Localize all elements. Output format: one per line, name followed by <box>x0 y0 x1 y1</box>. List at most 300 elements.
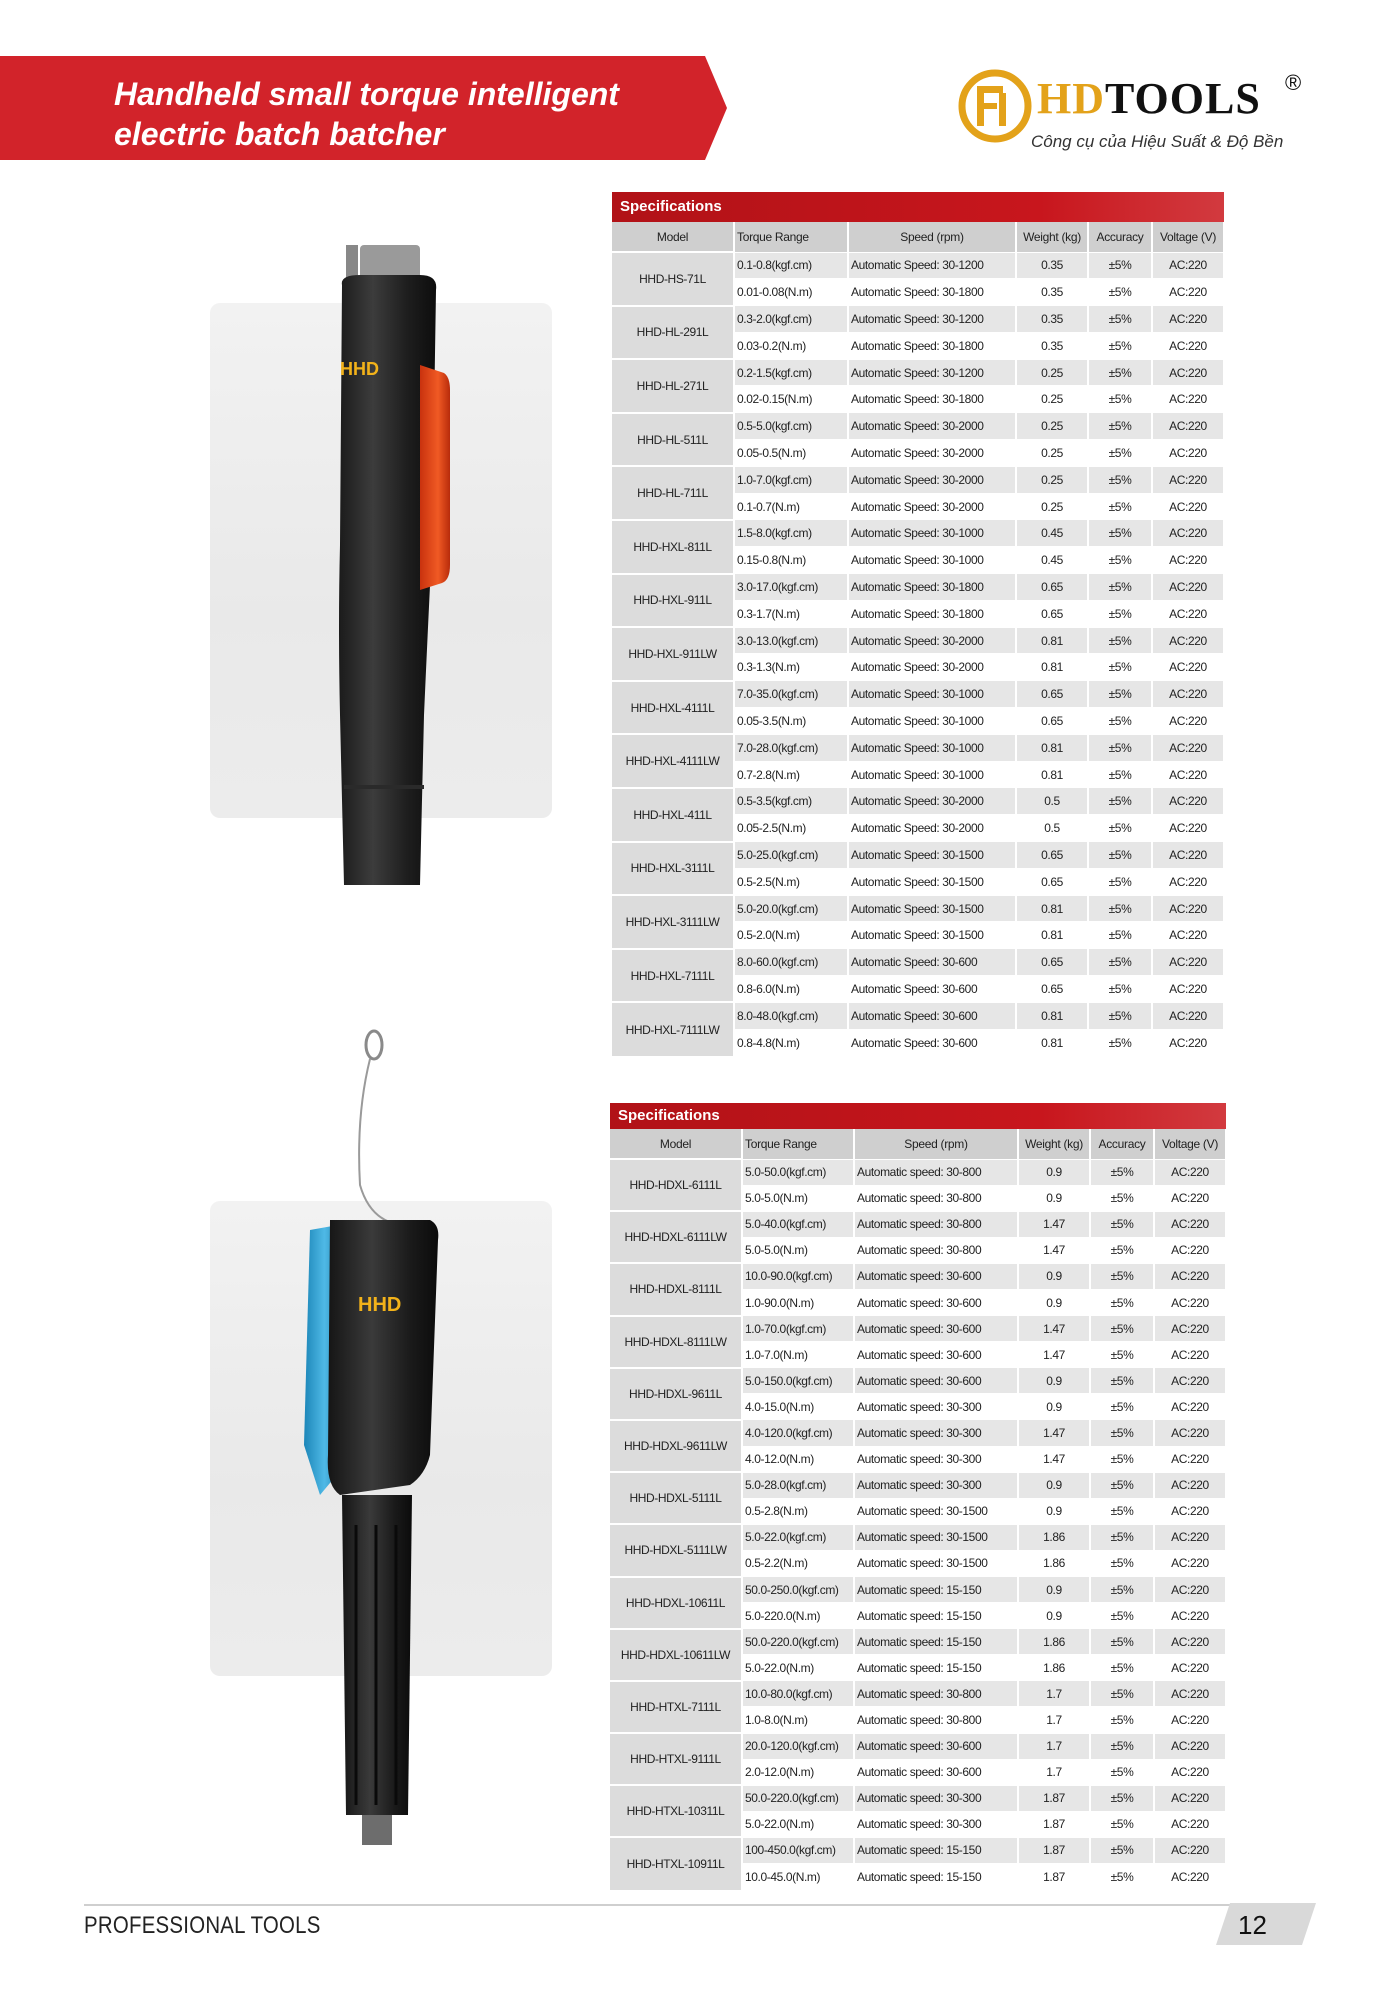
accuracy-cell: ±5% <box>1090 1446 1154 1472</box>
model-cell: HHD-HL-711L <box>612 466 734 520</box>
accuracy-cell: ±5% <box>1088 788 1152 815</box>
model-cell: HHD-HXL-411L <box>612 788 734 842</box>
table-row <box>612 895 1224 922</box>
accuracy-cell: ±5% <box>1088 547 1152 574</box>
voltage-cell: AC:220 <box>1154 1785 1226 1811</box>
accuracy-cell: ±5% <box>1088 574 1152 601</box>
torque-range-cell: 0.8-6.0(N.m) <box>734 976 848 1003</box>
accuracy-cell: ±5% <box>1088 493 1152 520</box>
torque-range-cell: 3.0-17.0(kgf.cm) <box>734 574 848 601</box>
weight-cell: 0.65 <box>1016 574 1088 601</box>
accuracy-cell: ±5% <box>1088 842 1152 869</box>
tool1-brand-label: HHD <box>340 359 379 379</box>
voltage-cell: AC:220 <box>1152 895 1224 922</box>
torque-range-cell: 1.0-70.0(kgf.cm) <box>742 1316 854 1342</box>
voltage-cell: AC:220 <box>1152 493 1224 520</box>
table-row <box>612 788 1224 815</box>
torque-range-cell: 50.0-250.0(kgf.cm) <box>742 1577 854 1603</box>
model-cell: HHD-HDXL-5111LW <box>610 1524 742 1576</box>
speed-cell: Automatic Speed: 30-2000 <box>848 627 1016 654</box>
speed-cell: Automatic Speed: 30-1000 <box>848 734 1016 761</box>
weight-cell: 0.25 <box>1016 386 1088 413</box>
voltage-cell: AC:220 <box>1154 1837 1226 1863</box>
weight-cell: 0.45 <box>1016 520 1088 547</box>
accuracy-cell: ±5% <box>1088 332 1152 359</box>
speed-cell: Automatic speed: 30-300 <box>854 1420 1018 1446</box>
voltage-cell: AC:220 <box>1152 547 1224 574</box>
voltage-cell: AC:220 <box>1154 1472 1226 1498</box>
column-header-speed: Speed (rpm) <box>854 1129 1018 1159</box>
weight-cell: 0.5 <box>1016 815 1088 842</box>
torque-range-cell: 0.15-0.8(N.m) <box>734 547 848 574</box>
specifications-table-2 <box>610 1103 1226 1890</box>
accuracy-cell: ±5% <box>1088 1029 1152 1056</box>
weight-cell: 0.9 <box>1018 1603 1090 1629</box>
model-cell: HHD-HXL-7111L <box>612 949 734 1003</box>
model-cell: HHD-HXL-811L <box>612 520 734 574</box>
voltage-cell: AC:220 <box>1152 252 1224 279</box>
page-number: 12 <box>1238 1910 1267 1940</box>
model-cell: HHD-HS-71L <box>612 252 734 306</box>
accuracy-cell: ±5% <box>1090 1550 1154 1576</box>
torque-range-cell: 0.5-2.2(N.m) <box>742 1550 854 1576</box>
torque-range-cell: 5.0-5.0(N.m) <box>742 1185 854 1211</box>
torque-range-cell: 0.3-1.3(N.m) <box>734 654 848 681</box>
weight-cell: 1.47 <box>1018 1211 1090 1237</box>
voltage-cell: AC:220 <box>1152 600 1224 627</box>
voltage-cell: AC:220 <box>1154 1681 1226 1707</box>
torque-range-cell: 0.2-1.5(kgf.cm) <box>734 359 848 386</box>
weight-cell: 1.7 <box>1018 1733 1090 1759</box>
speed-cell: Automatic Speed: 30-2000 <box>848 413 1016 440</box>
speed-cell: Automatic speed: 15-150 <box>854 1655 1018 1681</box>
accuracy-cell: ±5% <box>1088 627 1152 654</box>
column-header-accuracy: Accuracy <box>1090 1129 1154 1159</box>
torque-range-cell: 5.0-50.0(kgf.cm) <box>742 1159 854 1185</box>
torque-range-cell: 0.7-2.8(N.m) <box>734 761 848 788</box>
voltage-cell: AC:220 <box>1154 1550 1226 1576</box>
speed-cell: Automatic Speed: 30-1200 <box>848 252 1016 279</box>
torque-range-cell: 5.0-22.0(N.m) <box>742 1655 854 1681</box>
accuracy-cell: ±5% <box>1090 1420 1154 1446</box>
voltage-cell: AC:220 <box>1154 1289 1226 1315</box>
specifications-table-2-title: Specifications <box>610 1103 1226 1129</box>
weight-cell: 0.81 <box>1016 761 1088 788</box>
voltage-cell: AC:220 <box>1152 332 1224 359</box>
speed-cell: Automatic speed: 30-800 <box>854 1159 1018 1185</box>
table-row <box>612 252 1224 279</box>
accuracy-cell: ±5% <box>1090 1681 1154 1707</box>
torque-range-cell: 7.0-28.0(kgf.cm) <box>734 734 848 761</box>
torque-range-cell: 10.0-90.0(kgf.cm) <box>742 1263 854 1289</box>
torque-range-cell: 1.5-8.0(kgf.cm) <box>734 520 848 547</box>
voltage-cell: AC:220 <box>1152 440 1224 467</box>
weight-cell: 1.47 <box>1018 1420 1090 1446</box>
weight-cell: 0.5 <box>1016 788 1088 815</box>
accuracy-cell: ±5% <box>1088 440 1152 467</box>
torque-range-cell: 1.0-7.0(kgf.cm) <box>734 466 848 493</box>
accuracy-cell: ±5% <box>1088 252 1152 279</box>
weight-cell: 0.81 <box>1016 734 1088 761</box>
voltage-cell: AC:220 <box>1152 708 1224 735</box>
torque-range-cell: 5.0-25.0(kgf.cm) <box>734 842 848 869</box>
torque-range-cell: 5.0-20.0(kgf.cm) <box>734 895 848 922</box>
table-row <box>612 842 1224 869</box>
weight-cell: 0.25 <box>1016 413 1088 440</box>
accuracy-cell: ±5% <box>1088 600 1152 627</box>
accuracy-cell: ±5% <box>1090 1603 1154 1629</box>
torque-range-cell: 10.0-45.0(N.m) <box>742 1864 854 1890</box>
model-cell: HHD-HDXL-8111L <box>610 1263 742 1315</box>
accuracy-cell: ±5% <box>1088 520 1152 547</box>
table-row <box>610 1211 1226 1237</box>
voltage-cell: AC:220 <box>1152 788 1224 815</box>
table-1-header-row <box>612 222 1224 252</box>
speed-cell: Automatic speed: 30-800 <box>854 1681 1018 1707</box>
model-cell: HHD-HDXL-10611LW <box>610 1629 742 1681</box>
accuracy-cell: ±5% <box>1090 1785 1154 1811</box>
accuracy-cell: ±5% <box>1088 654 1152 681</box>
voltage-cell: AC:220 <box>1154 1603 1226 1629</box>
voltage-cell: AC:220 <box>1152 734 1224 761</box>
accuracy-cell: ±5% <box>1090 1237 1154 1263</box>
accuracy-cell: ±5% <box>1090 1498 1154 1524</box>
column-header-model: Model <box>612 222 734 252</box>
accuracy-cell: ±5% <box>1090 1524 1154 1550</box>
voltage-cell: AC:220 <box>1152 627 1224 654</box>
model-cell: HHD-HXL-911LW <box>612 627 734 681</box>
speed-cell: Automatic Speed: 30-1200 <box>848 359 1016 386</box>
hd-logo-mark-icon <box>955 66 1035 146</box>
brand-name-hd: HD <box>1037 74 1105 123</box>
speed-cell: Automatic speed: 30-600 <box>854 1316 1018 1342</box>
weight-cell: 0.9 <box>1018 1368 1090 1394</box>
accuracy-cell: ±5% <box>1090 1342 1154 1368</box>
speed-cell: Automatic Speed: 30-2000 <box>848 654 1016 681</box>
accuracy-cell: ±5% <box>1088 922 1152 949</box>
weight-cell: 1.86 <box>1018 1655 1090 1681</box>
torque-range-cell: 8.0-60.0(kgf.cm) <box>734 949 848 976</box>
model-cell: HHD-HXL-3111L <box>612 842 734 896</box>
voltage-cell: AC:220 <box>1152 761 1224 788</box>
accuracy-cell: ±5% <box>1088 681 1152 708</box>
table-row <box>610 1263 1226 1289</box>
weight-cell: 1.47 <box>1018 1446 1090 1472</box>
accuracy-cell: ±5% <box>1088 734 1152 761</box>
torque-range-cell: 0.05-2.5(N.m) <box>734 815 848 842</box>
model-cell: HHD-HL-291L <box>612 306 734 360</box>
model-cell: HHD-HDXL-10611L <box>610 1577 742 1629</box>
speed-cell: Automatic Speed: 30-1000 <box>848 547 1016 574</box>
torque-range-cell: 0.5-2.0(N.m) <box>734 922 848 949</box>
weight-cell: 0.81 <box>1016 1002 1088 1029</box>
model-cell: HHD-HL-511L <box>612 413 734 467</box>
table-row <box>610 1368 1226 1394</box>
speed-cell: Automatic Speed: 30-600 <box>848 1002 1016 1029</box>
torque-range-cell: 10.0-80.0(kgf.cm) <box>742 1681 854 1707</box>
accuracy-cell: ±5% <box>1088 815 1152 842</box>
title-banner-arrow <box>705 56 727 160</box>
torque-range-cell: 0.01-0.08(N.m) <box>734 279 848 306</box>
model-cell: HHD-HDXL-6111LW <box>610 1211 742 1263</box>
speed-cell: Automatic speed: 15-150 <box>854 1864 1018 1890</box>
weight-cell: 1.87 <box>1018 1785 1090 1811</box>
speed-cell: Automatic speed: 30-800 <box>854 1211 1018 1237</box>
weight-cell: 0.25 <box>1016 493 1088 520</box>
accuracy-cell: ±5% <box>1088 976 1152 1003</box>
voltage-cell: AC:220 <box>1152 306 1224 333</box>
voltage-cell: AC:220 <box>1154 1342 1226 1368</box>
torque-range-cell: 0.8-4.8(N.m) <box>734 1029 848 1056</box>
page-title-line1: Handheld small torque intelligent <box>114 76 619 112</box>
accuracy-cell: ±5% <box>1088 1002 1152 1029</box>
page-title-line2: electric batch batcher <box>114 116 445 152</box>
voltage-cell: AC:220 <box>1154 1159 1226 1185</box>
table-row <box>610 1629 1226 1655</box>
speed-cell: Automatic speed: 15-150 <box>854 1577 1018 1603</box>
model-cell: HHD-HDXL-8111LW <box>610 1316 742 1368</box>
table-row <box>612 466 1224 493</box>
weight-cell: 0.35 <box>1016 279 1088 306</box>
weight-cell: 0.35 <box>1016 332 1088 359</box>
model-cell: HHD-HDXL-9611LW <box>610 1420 742 1472</box>
speed-cell: Automatic speed: 30-800 <box>854 1707 1018 1733</box>
speed-cell: Automatic Speed: 30-1500 <box>848 922 1016 949</box>
voltage-cell: AC:220 <box>1152 922 1224 949</box>
torque-range-cell: 0.5-2.8(N.m) <box>742 1498 854 1524</box>
voltage-cell: AC:220 <box>1154 1864 1226 1890</box>
table-row <box>612 306 1224 333</box>
voltage-cell: AC:220 <box>1152 976 1224 1003</box>
speed-cell: Automatic Speed: 30-1200 <box>848 306 1016 333</box>
torque-range-cell: 0.3-2.0(kgf.cm) <box>734 306 848 333</box>
speed-cell: Automatic Speed: 30-600 <box>848 976 1016 1003</box>
model-cell: HHD-HXL-4111L <box>612 681 734 735</box>
accuracy-cell: ±5% <box>1088 949 1152 976</box>
torque-range-cell: 0.1-0.7(N.m) <box>734 493 848 520</box>
torque-range-cell: 0.3-1.7(N.m) <box>734 600 848 627</box>
specifications-table-2-grid <box>610 1129 1227 1890</box>
model-cell: HHD-HXL-3111LW <box>612 895 734 949</box>
column-header-speed: Speed (rpm) <box>848 222 1016 252</box>
weight-cell: 0.65 <box>1016 681 1088 708</box>
weight-cell: 0.9 <box>1018 1472 1090 1498</box>
torque-range-cell: 0.05-3.5(N.m) <box>734 708 848 735</box>
speed-cell: Automatic Speed: 30-1000 <box>848 520 1016 547</box>
speed-cell: Automatic speed: 30-800 <box>854 1237 1018 1263</box>
speed-cell: Automatic Speed: 30-1000 <box>848 681 1016 708</box>
speed-cell: Automatic Speed: 30-1800 <box>848 574 1016 601</box>
table-row <box>610 1472 1226 1498</box>
table-row <box>612 627 1224 654</box>
table-row <box>612 1002 1224 1029</box>
weight-cell: 0.81 <box>1016 627 1088 654</box>
weight-cell: 1.86 <box>1018 1629 1090 1655</box>
weight-cell: 0.25 <box>1016 466 1088 493</box>
accuracy-cell: ±5% <box>1090 1289 1154 1315</box>
weight-cell: 0.65 <box>1016 949 1088 976</box>
specifications-table-1 <box>612 192 1224 1056</box>
voltage-cell: AC:220 <box>1154 1316 1226 1342</box>
weight-cell: 0.45 <box>1016 547 1088 574</box>
accuracy-cell: ±5% <box>1090 1472 1154 1498</box>
speed-cell: Automatic speed: 30-1500 <box>854 1524 1018 1550</box>
weight-cell: 0.65 <box>1016 842 1088 869</box>
electric-screwdriver-black-icon <box>320 245 460 895</box>
speed-cell: Automatic Speed: 30-1500 <box>848 868 1016 895</box>
model-cell: HHD-HTXL-9111L <box>610 1733 742 1785</box>
voltage-cell: AC:220 <box>1152 868 1224 895</box>
voltage-cell: AC:220 <box>1152 359 1224 386</box>
voltage-cell: AC:220 <box>1152 1002 1224 1029</box>
torque-range-cell: 4.0-15.0(N.m) <box>742 1394 854 1420</box>
accuracy-cell: ±5% <box>1088 708 1152 735</box>
torque-range-cell: 50.0-220.0(kgf.cm) <box>742 1785 854 1811</box>
weight-cell: 1.87 <box>1018 1811 1090 1837</box>
weight-cell: 0.25 <box>1016 359 1088 386</box>
column-header-voltage: Voltage (V) <box>1152 222 1224 252</box>
accuracy-cell: ±5% <box>1088 895 1152 922</box>
voltage-cell: AC:220 <box>1154 1368 1226 1394</box>
speed-cell: Automatic Speed: 30-2000 <box>848 493 1016 520</box>
weight-cell: 0.65 <box>1016 868 1088 895</box>
table-row <box>610 1837 1226 1863</box>
torque-range-cell: 0.5-5.0(kgf.cm) <box>734 413 848 440</box>
torque-range-cell: 5.0-22.0(N.m) <box>742 1811 854 1837</box>
accuracy-cell: ±5% <box>1088 761 1152 788</box>
accuracy-cell: ±5% <box>1090 1655 1154 1681</box>
weight-cell: 0.9 <box>1018 1289 1090 1315</box>
voltage-cell: AC:220 <box>1154 1577 1226 1603</box>
weight-cell: 1.87 <box>1018 1864 1090 1890</box>
model-cell: HHD-HTXL-10311L <box>610 1785 742 1837</box>
accuracy-cell: ±5% <box>1088 868 1152 895</box>
speed-cell: Automatic Speed: 30-600 <box>848 1029 1016 1056</box>
torque-range-cell: 1.0-7.0(N.m) <box>742 1342 854 1368</box>
column-header-torque-range: Torque Range <box>734 222 848 252</box>
accuracy-cell: ±5% <box>1088 466 1152 493</box>
weight-cell: 1.7 <box>1018 1681 1090 1707</box>
voltage-cell: AC:220 <box>1152 574 1224 601</box>
brand-name-tools: TOOLS <box>1105 74 1261 123</box>
speed-cell: Automatic speed: 30-600 <box>854 1289 1018 1315</box>
torque-range-cell: 5.0-5.0(N.m) <box>742 1237 854 1263</box>
table-row <box>610 1159 1226 1185</box>
model-cell: HHD-HXL-7111LW <box>612 1002 734 1056</box>
model-cell: HHD-HXL-911L <box>612 574 734 628</box>
speed-cell: Automatic speed: 30-300 <box>854 1472 1018 1498</box>
weight-cell: 1.87 <box>1018 1837 1090 1863</box>
speed-cell: Automatic Speed: 30-1500 <box>848 895 1016 922</box>
voltage-cell: AC:220 <box>1154 1237 1226 1263</box>
accuracy-cell: ±5% <box>1090 1707 1154 1733</box>
electric-screwdriver-blue-icon <box>290 1025 450 1855</box>
speed-cell: Automatic Speed: 30-600 <box>848 949 1016 976</box>
model-cell: HHD-HDXL-5111L <box>610 1472 742 1524</box>
speed-cell: Automatic Speed: 30-1500 <box>848 842 1016 869</box>
brand-slogan: Công cụ của Hiệu Suất & Độ Bền <box>1031 132 1284 151</box>
weight-cell: 0.65 <box>1016 708 1088 735</box>
weight-cell: 0.9 <box>1018 1394 1090 1420</box>
accuracy-cell: ±5% <box>1090 1837 1154 1863</box>
accuracy-cell: ±5% <box>1088 306 1152 333</box>
torque-range-cell: 0.1-0.8(kgf.cm) <box>734 252 848 279</box>
weight-cell: 0.81 <box>1016 922 1088 949</box>
voltage-cell: AC:220 <box>1154 1759 1226 1785</box>
speed-cell: Automatic speed: 15-150 <box>854 1629 1018 1655</box>
speed-cell: Automatic speed: 15-150 <box>854 1603 1018 1629</box>
voltage-cell: AC:220 <box>1154 1394 1226 1420</box>
page-title <box>114 74 694 154</box>
table-row <box>612 574 1224 601</box>
torque-range-cell: 7.0-35.0(kgf.cm) <box>734 681 848 708</box>
voltage-cell: AC:220 <box>1154 1211 1226 1237</box>
speed-cell: Automatic Speed: 30-1000 <box>848 761 1016 788</box>
table-2-header-row <box>610 1129 1226 1159</box>
weight-cell: 0.9 <box>1018 1185 1090 1211</box>
accuracy-cell: ±5% <box>1088 359 1152 386</box>
accuracy-cell: ±5% <box>1090 1733 1154 1759</box>
table-row <box>612 413 1224 440</box>
accuracy-cell: ±5% <box>1090 1759 1154 1785</box>
voltage-cell: AC:220 <box>1154 1629 1226 1655</box>
speed-cell: Automatic Speed: 30-1800 <box>848 279 1016 306</box>
weight-cell: 1.47 <box>1018 1316 1090 1342</box>
speed-cell: Automatic Speed: 30-2000 <box>848 815 1016 842</box>
table-row <box>612 359 1224 386</box>
torque-range-cell: 0.03-0.2(N.m) <box>734 332 848 359</box>
voltage-cell: AC:220 <box>1154 1707 1226 1733</box>
accuracy-cell: ±5% <box>1090 1211 1154 1237</box>
column-header-weight: Weight (kg) <box>1016 222 1088 252</box>
model-cell: HHD-HXL-4111LW <box>612 734 734 788</box>
voltage-cell: AC:220 <box>1152 520 1224 547</box>
speed-cell: Automatic speed: 30-600 <box>854 1733 1018 1759</box>
torque-range-cell: 0.5-3.5(kgf.cm) <box>734 788 848 815</box>
torque-range-cell: 50.0-220.0(kgf.cm) <box>742 1629 854 1655</box>
torque-range-cell: 100-450.0(kgf.cm) <box>742 1837 854 1863</box>
weight-cell: 1.86 <box>1018 1550 1090 1576</box>
brand-name <box>1037 74 1261 124</box>
accuracy-cell: ±5% <box>1088 386 1152 413</box>
voltage-cell: AC:220 <box>1154 1811 1226 1837</box>
weight-cell: 0.9 <box>1018 1159 1090 1185</box>
voltage-cell: AC:220 <box>1152 949 1224 976</box>
speed-cell: Automatic Speed: 30-2000 <box>848 466 1016 493</box>
accuracy-cell: ±5% <box>1090 1577 1154 1603</box>
speed-cell: Automatic speed: 15-150 <box>854 1837 1018 1863</box>
footer-divider <box>84 1904 1244 1906</box>
speed-cell: Automatic speed: 30-600 <box>854 1342 1018 1368</box>
weight-cell: 1.47 <box>1018 1342 1090 1368</box>
voltage-cell: AC:220 <box>1154 1263 1226 1289</box>
voltage-cell: AC:220 <box>1154 1185 1226 1211</box>
speed-cell: Automatic Speed: 30-1800 <box>848 332 1016 359</box>
weight-cell: 0.81 <box>1016 895 1088 922</box>
column-header-voltage: Voltage (V) <box>1154 1129 1226 1159</box>
torque-range-cell: 0.05-0.5(N.m) <box>734 440 848 467</box>
voltage-cell: AC:220 <box>1152 413 1224 440</box>
voltage-cell: AC:220 <box>1152 279 1224 306</box>
accuracy-cell: ±5% <box>1090 1185 1154 1211</box>
weight-cell: 0.81 <box>1016 1029 1088 1056</box>
tool2-brand-label: HHD <box>358 1294 402 1316</box>
brand-logo <box>955 64 1315 164</box>
weight-cell: 0.9 <box>1018 1263 1090 1289</box>
speed-cell: Automatic Speed: 30-1800 <box>848 386 1016 413</box>
speed-cell: Automatic speed: 30-300 <box>854 1811 1018 1837</box>
voltage-cell: AC:220 <box>1154 1733 1226 1759</box>
